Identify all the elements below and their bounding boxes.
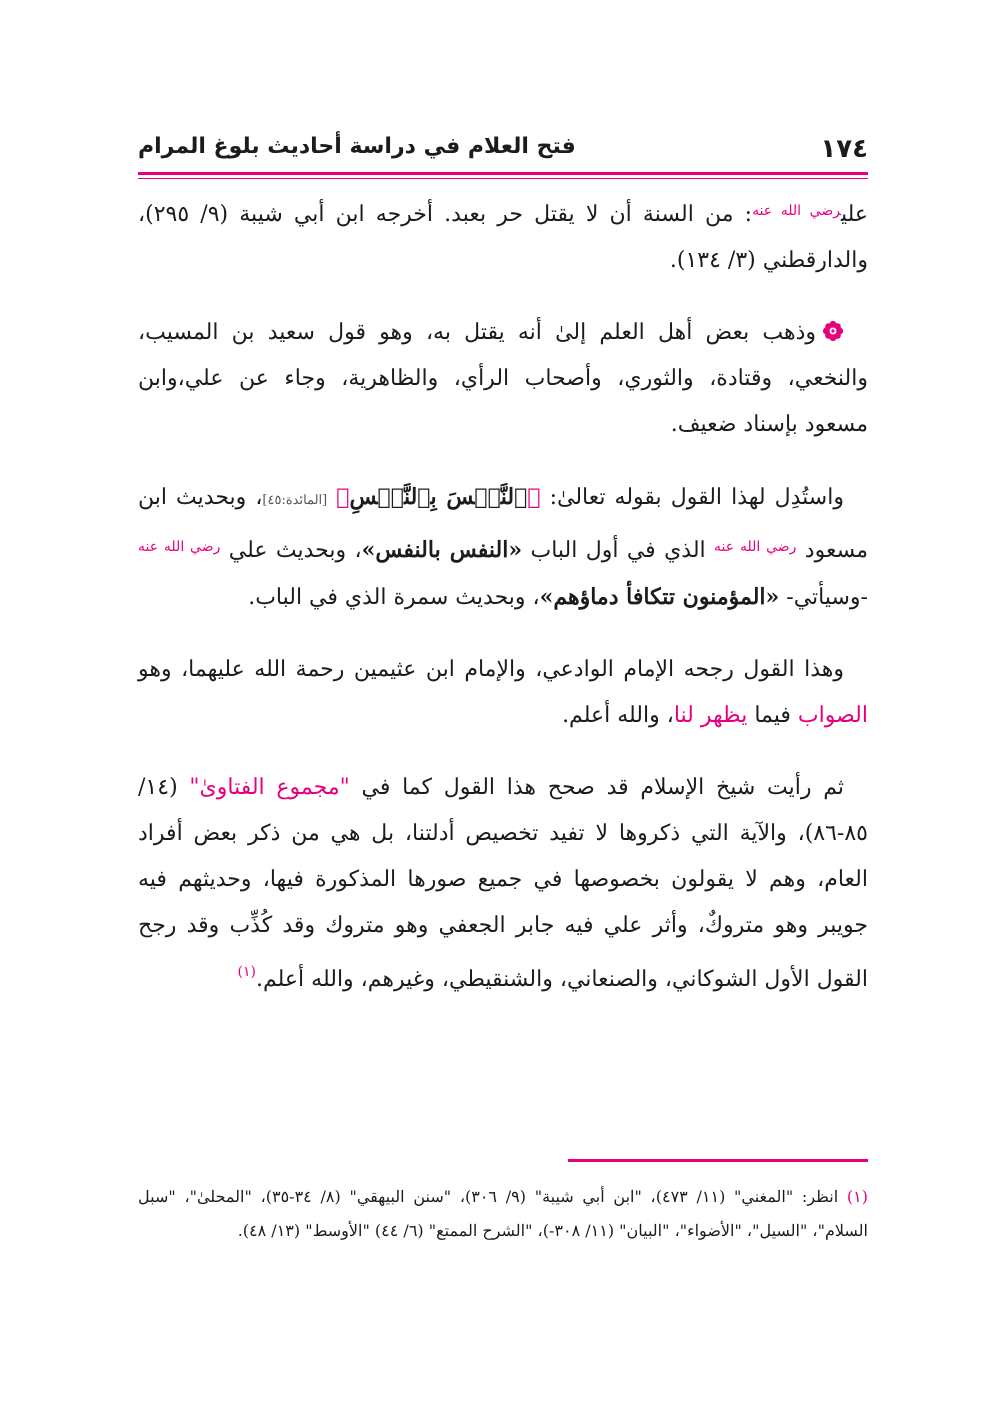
quran-bracket-open: ﴿ xyxy=(527,484,541,510)
page-header xyxy=(138,128,868,168)
header-rule-thin xyxy=(138,178,868,179)
footnote-separator xyxy=(568,1159,868,1162)
page-number: ١٧٤ xyxy=(820,134,868,164)
main-text xyxy=(138,188,868,1003)
footnote-text: انظر: "المغني" (١١/ ٤٧٣)، "ابن أبي شيبة" (٩/ ٣٠٦)، "سنن البيهقي" (٨/ ٣٤-٣٥)، "المحلىٰ"، "سبل السلام"، "السيل"، "الأضواء"، "البيان" (١١/ ٣٠٨-)، "الشرح الممتع" (٦/ ٤٤) "الأوسط" (١٣/ ٤٨). xyxy=(138,1187,868,1240)
flower-ornament-icon xyxy=(822,320,844,342)
p1-text-b: : من السنة أن لا يقتل حر بعبد. أخرجه ابن أبي شيبة (٩/ ٢٩٥)، والدارقطني (٣/ ١٣٤). xyxy=(138,202,868,273)
quran-verse: ٱلنَّفۡسَ بِٱلنَّفۡسِ xyxy=(349,484,528,510)
p1-text-a: علي xyxy=(840,202,868,227)
header-rule-thick xyxy=(138,172,868,175)
honorific-glyph: رضي الله عنه xyxy=(138,539,221,555)
highlight-appears: يظهر لنا xyxy=(673,703,748,728)
p4-text-c: ، والله أعلم. xyxy=(562,703,674,728)
p3-text-b: ، وبحديث ابن مسعود xyxy=(138,485,868,563)
p3-text-f: ، وبحديث سمرة الذي في الباب. xyxy=(248,585,540,610)
quran-bracket-close: ﴾ xyxy=(336,484,350,510)
p3-text-d: ، وبحديث علي xyxy=(220,538,362,563)
p5-text-b: (١٤/ ٨٥-٨٦)، والآية التي ذكروها لا تفيد تخصيص أدلتنا، بل هي من ذكر بعض أفراد العام، وهم لا يقولون بخصوصها في جميع صورها المذكورة فيها، وحديثهم فيه جويبر وهو متروكٌ، وأثر علي فيه جابر الجعفي وهو متروك وقد كُذِّب وقد رجح القول الأول الشوكاني، والصنعاني، والشنقيطي، وغيرهم، والله أعلم. xyxy=(138,775,868,992)
honorific-glyph: رضي الله عنه xyxy=(752,203,841,219)
p4-text-b: فيما xyxy=(747,703,798,728)
p5-text-a: ثم رأيت شيخ الإسلام قد صحح هذا القول كما في xyxy=(349,775,845,800)
p3-text-c: الذي في أول الباب xyxy=(522,538,715,563)
hadith-quote-2: «المؤمنون تتكافأ دماؤهم» xyxy=(539,584,780,610)
p4-text-a: وهذا القول رجحه الإمام الوادعي، والإمام ابن عثيمين رحمة الله عليهما، وهو xyxy=(138,657,845,682)
book-reference: "مجموع الفتاوىٰ" xyxy=(189,775,350,800)
p2-text: وذهب بعض أهل العلم إلىٰ أنه يقتل به، وهو قول سعيد بن المسيب، والنخعي، وقتادة، والثوري، وأصحاب الرأي، والظاهرية، وجاء عن علي،وابن مسعود بإسناد ضعيف. xyxy=(138,320,868,437)
paragraph-1 xyxy=(138,188,868,284)
paragraph-3 xyxy=(138,474,868,621)
verse-citation: [المائدة:٤٥] xyxy=(262,493,328,508)
p3-text-e: -وسيأتي- xyxy=(779,585,868,610)
paragraph-5 xyxy=(138,765,868,1003)
footnote-number: (١) xyxy=(846,1187,868,1206)
honorific-glyph: رضي الله عنه xyxy=(714,539,797,555)
highlight-correct: الصواب xyxy=(797,703,868,728)
p3-text-a: واستُدِل لهذا القول بقوله تعالىٰ: xyxy=(540,485,844,510)
running-title: فتح العلام في دراسة أحاديث بلوغ المرام xyxy=(138,134,576,159)
footnote-marker[interactable]: (١) xyxy=(237,964,257,980)
paragraph-4 xyxy=(138,647,868,739)
footnote xyxy=(138,1180,868,1248)
paragraph-2 xyxy=(138,310,868,448)
hadith-quote-1: «النفس بالنفس» xyxy=(361,537,523,563)
